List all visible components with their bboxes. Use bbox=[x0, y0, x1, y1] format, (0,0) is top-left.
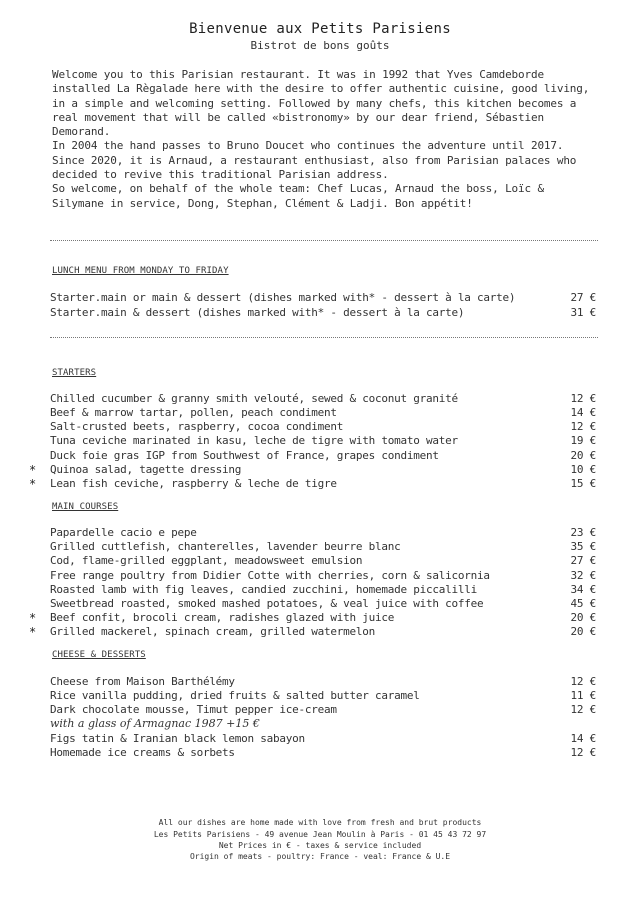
item-price: 31 € bbox=[570, 306, 596, 319]
item-name: Tuna ceviche marinated in kasu, leche de tigre with tomato water bbox=[50, 434, 458, 447]
dessert-item bbox=[50, 689, 596, 703]
lunch-marker: * bbox=[29, 463, 36, 477]
item-name: Beef confit, brocoli cream, radishes glazed with juice bbox=[50, 611, 395, 624]
intro-paragraph: So welcome, on behalf of the whole team: Chef Lucas, Arnaud the boss, Loïc & Silymane in service, Dong, Stephan, Clément & Ladji. Bon appétit! bbox=[52, 182, 544, 210]
item-name: Free range poultry from Didier Cotte with cherries, corn & salicornia bbox=[50, 569, 490, 582]
starter-item bbox=[50, 449, 596, 463]
dessert-item bbox=[50, 703, 596, 717]
item-price: 12 € bbox=[570, 675, 596, 688]
starter-item bbox=[50, 392, 596, 406]
item-price: 27 € bbox=[570, 554, 596, 567]
item-name: Dark chocolate mousse, Timut pepper ice-cream bbox=[50, 703, 337, 716]
item-name: Beef & marrow tartar, pollen, peach condiment bbox=[50, 406, 337, 419]
starter-item bbox=[50, 434, 596, 448]
lunch-section-title: LUNCH MENU FROM MONDAY TO FRIDAY bbox=[52, 266, 229, 276]
starters-section-title: STARTERS bbox=[52, 368, 97, 378]
main-course-item bbox=[50, 540, 596, 554]
item-name: Quinoa salad, tagette dressing bbox=[50, 463, 242, 476]
item-name: Figs tatin & Iranian black lemon sabayon bbox=[50, 732, 305, 745]
item-name: Cheese from Maison Barthélémy bbox=[50, 675, 235, 688]
footer-tagline: All our dishes are home made with love from fresh and brut products bbox=[158, 818, 482, 827]
dessert-item bbox=[50, 732, 596, 746]
item-price: 14 € bbox=[570, 406, 596, 419]
item-price: 27 € bbox=[570, 291, 596, 304]
intro-paragraph: In 2004 the hand passes to Bruno Doucet who continues the adventure until 2017. Since 2020, it is Arnaud, a restaurant enthusiast, also from Parisian palaces who decided to revive this traditional Parisian address. bbox=[52, 139, 577, 182]
main-course-item bbox=[50, 583, 596, 597]
footer-meat-origin: Origin of meats - poultry: France - veal: France & U.E bbox=[189, 852, 451, 861]
item-price: 15 € bbox=[570, 477, 596, 490]
lunch-marker: * bbox=[29, 625, 36, 639]
desserts-section-title: CHEESE & DESSERTS bbox=[52, 650, 146, 660]
item-price: 35 € bbox=[570, 540, 596, 553]
item-price: 23 € bbox=[570, 526, 596, 539]
item-price: 12 € bbox=[570, 420, 596, 433]
item-price: 12 € bbox=[570, 703, 596, 716]
item-price: 12 € bbox=[570, 392, 596, 405]
main-course-item bbox=[50, 554, 596, 568]
item-name: Duck foie gras IGP from Southwest of France, grapes condiment bbox=[50, 449, 439, 462]
item-name: Sweetbread roasted, smoked mashed potatoes, & veal juice with coffee bbox=[50, 597, 484, 610]
main-course-item bbox=[50, 597, 596, 611]
item-price: 11 € bbox=[570, 689, 596, 702]
dessert-item bbox=[50, 746, 596, 760]
item-price: 10 € bbox=[570, 463, 596, 476]
item-price: 34 € bbox=[570, 583, 596, 596]
item-price: 20 € bbox=[570, 625, 596, 638]
item-name: Grilled mackerel, spinach cream, grilled watermelon bbox=[50, 625, 376, 638]
intro-paragraph: Welcome you to this Parisian restaurant. It was in 1992 that Yves Camdeborde installed La Règalade here with the desire to offer authentic cuisine, good living, in a simple and welcoming setting. Followed by many chefs, this kitchen becomes a real movement that will be called «bistronomy» by our dear friend, Sébastien Demorand. bbox=[52, 68, 590, 139]
dotted-divider bbox=[50, 337, 598, 338]
page-subtitle: Bistrot de bons goûts bbox=[250, 39, 390, 52]
item-price: 14 € bbox=[570, 732, 596, 745]
item-name: Lean fish ceviche, raspberry & leche de tigre bbox=[50, 477, 337, 490]
mains-section-title: MAIN COURSES bbox=[52, 502, 119, 512]
item-name: Starter.main & dessert (dishes marked with* - dessert à la carte) bbox=[50, 306, 465, 319]
item-name: Roasted lamb with fig leaves, candied zucchini, homemade piccalilli bbox=[50, 583, 477, 596]
item-price: 20 € bbox=[570, 449, 596, 462]
item-price: 12 € bbox=[570, 746, 596, 759]
dessert-item bbox=[50, 675, 596, 689]
dotted-divider bbox=[50, 240, 598, 241]
item-price: 32 € bbox=[570, 569, 596, 582]
starter-item bbox=[50, 406, 596, 420]
main-course-item bbox=[29, 611, 596, 625]
page-title: Bienvenue aux Petits Parisiens bbox=[189, 21, 451, 37]
starter-item bbox=[50, 420, 596, 434]
lunch-marker: * bbox=[29, 611, 36, 625]
item-name: Salt-crusted beets, raspberry, cocoa condiment bbox=[50, 420, 344, 433]
lunch-menu-item bbox=[50, 291, 596, 305]
item-name: Starter.main or main & dessert (dishes marked with* - dessert à la carte) bbox=[50, 291, 516, 304]
lunch-menu-item bbox=[50, 306, 596, 320]
item-price: 19 € bbox=[570, 434, 596, 447]
item-name: Rice vanilla pudding, dried fruits & salted butter caramel bbox=[50, 689, 420, 702]
lunch-marker: * bbox=[29, 477, 36, 491]
main-course-item bbox=[29, 625, 596, 639]
main-course-item bbox=[50, 569, 596, 583]
item-name: Cod, flame-grilled eggplant, meadowsweet emulsion bbox=[50, 554, 363, 567]
footer-prices-note: Net Prices in € - taxes & service included bbox=[218, 841, 422, 850]
item-name: Chilled cucumber & granny smith velouté, sewed & coconut granité bbox=[50, 392, 458, 405]
main-course-item bbox=[50, 526, 596, 540]
item-price: 20 € bbox=[570, 611, 596, 624]
item-price: 45 € bbox=[570, 597, 596, 610]
item-name: Homemade ice creams & sorbets bbox=[50, 746, 235, 759]
item-name: Papardelle cacio e pepe bbox=[50, 526, 197, 539]
starter-item bbox=[29, 477, 596, 491]
item-name: Grilled cuttlefish, chanterelles, lavender beurre blanc bbox=[50, 540, 401, 553]
intro-text bbox=[52, 68, 600, 211]
armagnac-note: with a glass of Armagnac 1987 +15 € bbox=[50, 717, 260, 730]
starter-item bbox=[29, 463, 596, 477]
footer-address: Les Petits Parisiens - 49 avenue Jean Moulin à Paris - 01 45 43 72 97 bbox=[153, 830, 487, 839]
